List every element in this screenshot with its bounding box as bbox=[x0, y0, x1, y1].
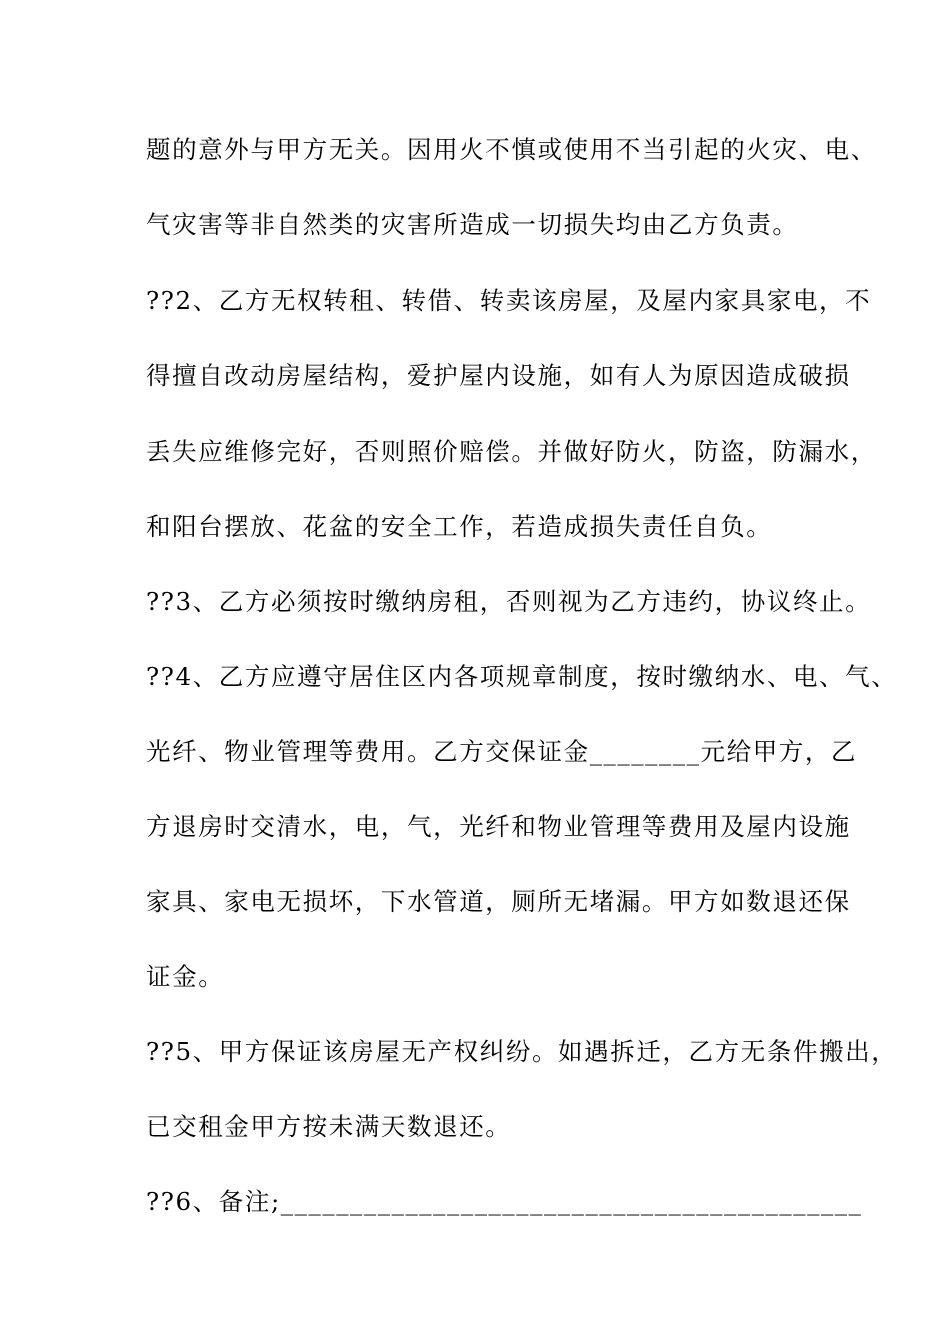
text-line: ??5、甲方保证该房屋无产权纠纷。如遇拆迁，乙方无条件搬出， bbox=[146, 1037, 898, 1066]
text-line: 题的意外与甲方无关。因用火不慎或使用不当引起的火灾、电、 bbox=[146, 135, 877, 164]
text-line: 得擅自改动房屋结构，爱护屋内设施，如有人为原因造成破损 bbox=[146, 361, 851, 390]
text-line: ??4、乙方应遵守居住区内各项规章制度，按时缴纳水、电、气、 bbox=[146, 662, 898, 691]
text-line: 已交租金甲方按未满天数退还。 bbox=[146, 1112, 512, 1141]
text-line: 家具、家电无损坏，下水管道，厕所无堵漏。甲方如数退还保 bbox=[146, 887, 851, 916]
text-line: 证金。 bbox=[146, 962, 225, 991]
text-line: 和阳台摆放、花盆的安全工作，若造成损失责任自负。 bbox=[146, 512, 773, 541]
text-line: ??6、备注;__________________________________________ bbox=[146, 1187, 863, 1216]
text-line: ??2、乙方无权转租、转借、转卖该房屋，及屋内家具家电，不 bbox=[146, 286, 872, 315]
text-line: ??3、乙方必须按时缴纳房租，否则视为乙方违约，协议终止。 bbox=[146, 587, 872, 616]
text-line: 方退房时交清水，电，气，光纤和物业管理等费用及屋内设施 bbox=[146, 812, 851, 841]
text-line: 光纤、物业管理等费用。乙方交保证金________元给甲方，乙 bbox=[146, 737, 858, 766]
text-line: 丢失应维修完好，否则照价赔偿。并做好防火，防盗，防漏水， bbox=[146, 437, 877, 466]
text-line: 气灾害等非自然类的灾害所造成一切损失均由乙方负责。 bbox=[146, 210, 799, 239]
